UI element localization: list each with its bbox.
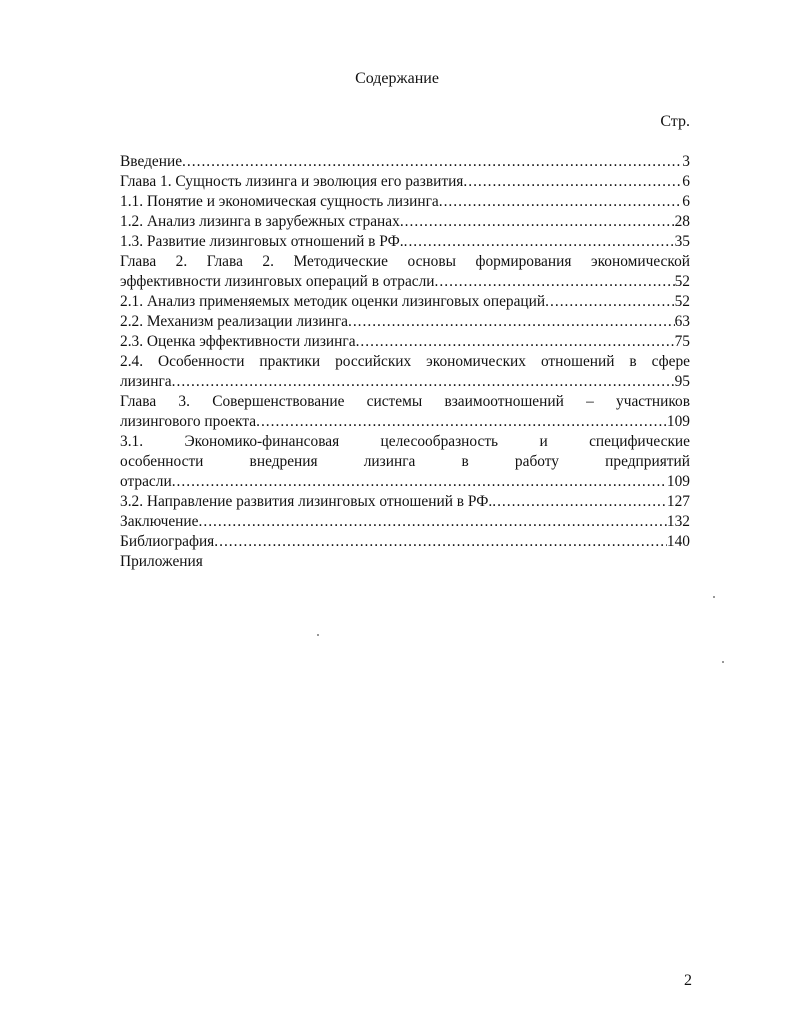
- page-title: Содержание: [355, 70, 439, 87]
- toc-entry-chapter-1: [120, 172, 690, 192]
- toc-entry-title: 1.2. Анализ лизинга в зарубежных странах: [120, 213, 400, 230]
- page-number: 2: [684, 972, 692, 989]
- toc-entry-page: 109: [666, 473, 690, 490]
- toc-entry-3-2: [120, 492, 690, 512]
- toc-entry-page: 127: [666, 493, 690, 510]
- toc-leader-dots: [199, 512, 667, 532]
- table-of-contents: [120, 152, 690, 572]
- toc-entry-page: 132: [666, 513, 690, 530]
- toc-entry-title: 2.2. Механизм реализации лизинга: [120, 313, 348, 330]
- toc-entry-page: 52: [674, 293, 690, 310]
- toc-entry-2-3: [120, 332, 690, 352]
- toc-entry-title: 1.3. Развитие лизинговых отношений в РФ.: [120, 233, 404, 250]
- toc-entry-page: 6: [682, 193, 690, 210]
- toc-leader-dots: [214, 532, 667, 552]
- toc-entry-title: Введение: [120, 153, 183, 170]
- toc-entry-title: 1.1. Понятие и экономическая сущность лизинга: [120, 193, 439, 210]
- toc-leader-dots: [172, 472, 667, 492]
- toc-entry-appendices: Приложения: [120, 553, 203, 570]
- toc-entry-page: 109: [666, 413, 690, 430]
- toc-entry-title: лизингового проекта: [120, 413, 257, 430]
- page-column-header: Стр.: [660, 113, 690, 130]
- toc-entry-title: 3.2. Направление развития лизинговых отношений в РФ.: [120, 493, 493, 510]
- toc-entry-1-1: [120, 192, 690, 212]
- toc-entry-title: отрасли: [120, 473, 172, 490]
- toc-entry-chapter-2: [120, 272, 690, 292]
- toc-entry-conclusion: [120, 512, 690, 532]
- toc-entry-3-1-line-2: особенности внедрения лизинга в работу предприятий: [120, 453, 690, 470]
- toc-entry-3-1-line-1: 3.1. Экономико-финансовая целесообразность и специфические: [120, 433, 690, 450]
- toc-leader-dots: [400, 212, 675, 232]
- toc-entry-bibliography: [120, 532, 690, 552]
- toc-leader-dots: [256, 412, 667, 432]
- toc-entry-2-4-line: 2.4. Особенности практики российских экономических отношений в сфере: [120, 353, 690, 370]
- toc-entry-title: лизинга: [120, 373, 172, 390]
- toc-leader-dots: [463, 172, 682, 192]
- toc-leader-dots: [348, 312, 675, 332]
- toc-entry-2-2: [120, 312, 690, 332]
- toc-entry-2-4: [120, 372, 690, 392]
- toc-entry-title: эффективности лизинговых операций в отрасли: [120, 273, 435, 290]
- toc-entry-title: Библиография: [120, 533, 215, 550]
- toc-entry-page: 140: [666, 533, 690, 550]
- toc-entry-page: 63: [674, 313, 690, 330]
- toc-leader-dots: [404, 232, 675, 252]
- toc-entry-1-2: [120, 212, 690, 232]
- toc-entry-chapter-3-line: Глава 3. Совершенствование системы взаимоотношений – участников: [120, 393, 690, 410]
- scan-speck: [713, 596, 715, 598]
- toc-entry-page: 3: [682, 153, 690, 170]
- toc-leader-dots: [439, 192, 683, 212]
- scan-speck: [722, 661, 724, 663]
- toc-entry-page: 35: [674, 233, 690, 250]
- toc-leader-dots: [356, 332, 675, 352]
- toc-entry-page: 28: [674, 213, 690, 230]
- toc-entry-2-1: [120, 292, 690, 312]
- toc-entry-page: 75: [674, 333, 690, 350]
- toc-entry-title: Заключение: [120, 513, 199, 530]
- toc-entry-chapter-3: [120, 412, 690, 432]
- toc-entry-page: 6: [682, 173, 690, 190]
- toc-entry-introduction: [120, 152, 690, 172]
- toc-entry-page: 95: [674, 373, 690, 390]
- toc-entry-page: 52: [674, 273, 690, 290]
- scan-speck: [317, 634, 319, 636]
- toc-entry-title: 2.3. Оценка эффективности лизинга: [120, 333, 356, 350]
- toc-leader-dots: [492, 492, 667, 512]
- toc-leader-dots: [182, 152, 682, 172]
- toc-leader-dots: [172, 372, 675, 392]
- toc-leader-dots: [545, 292, 674, 312]
- toc-entry-chapter-2-line: Глава 2. Глава 2. Методические основы формирования экономической: [120, 253, 690, 270]
- toc-entry-1-3: [120, 232, 690, 252]
- toc-entry-title: 2.1. Анализ применяемых методик оценки лизинговых операций: [120, 293, 546, 310]
- toc-entry-3-1: [120, 472, 690, 492]
- toc-entry-title: Глава 1. Сущность лизинга и эволюция его развития: [120, 173, 464, 190]
- toc-leader-dots: [435, 272, 675, 292]
